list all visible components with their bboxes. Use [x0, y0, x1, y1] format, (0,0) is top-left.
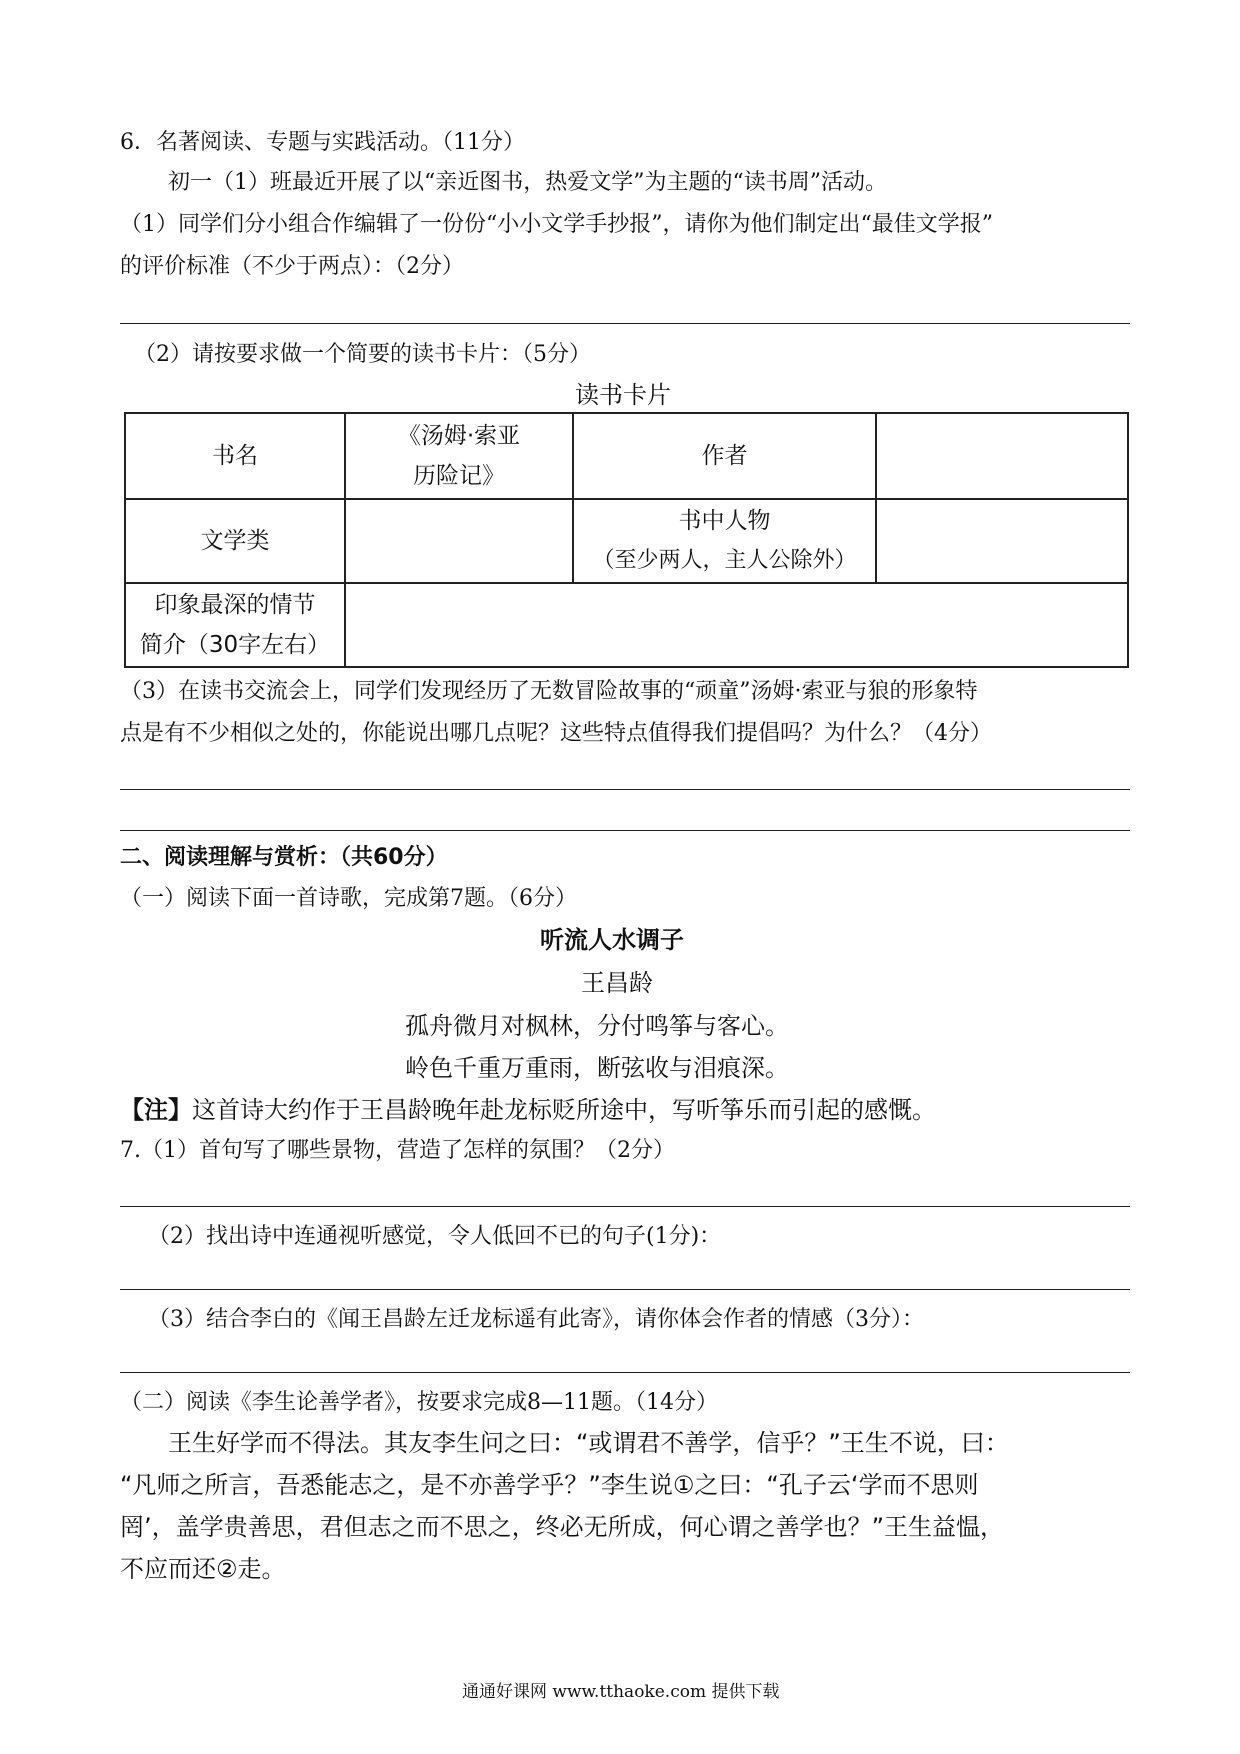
- plot-label-line1: 印象最深的情节: [154, 592, 316, 618]
- characters-label: [573, 499, 876, 583]
- author-label: 作者: [573, 413, 876, 499]
- book-name-label: 书名: [125, 413, 345, 499]
- q6-part1-line1: （1）同学们分小组合作编辑了一份份“小小文学手抄报”，请你为他们制定出“最佳文学报”: [120, 212, 993, 237]
- book-name-value: [345, 413, 573, 499]
- answer-line[interactable]: [120, 323, 1130, 324]
- q7-part2: （2）找出诗中连通视听感觉，令人低回不已的句子(1分)：: [148, 1224, 722, 1249]
- q6-part3-line2: 点是有不少相似之处的，你能说出哪几点呢？这些特点值得我们提倡吗？为什么？（4分）: [120, 721, 992, 746]
- poem-line-1: 孤舟微月对枫林，分付鸣筝与客心。: [405, 1012, 789, 1040]
- answer-line[interactable]: [120, 1372, 1130, 1373]
- passage-line-2: “凡师之所言，吾悉能志之，是不亦善学乎？”李生说①之曰：“孔子云‘学而不思则: [120, 1471, 979, 1499]
- poem-author: 王昌龄: [581, 969, 653, 997]
- book-name-value-line2: 历险记》: [413, 463, 505, 489]
- q6-intro: 初一（1）班最近开展了以“亲近图书，热爱文学”为主题的“读书周”活动。: [168, 170, 887, 195]
- answer-line[interactable]: [120, 1289, 1130, 1290]
- note-tag: 【注】: [120, 1096, 192, 1124]
- characters-label-line1: 书中人物: [678, 508, 771, 534]
- answer-line[interactable]: [120, 789, 1130, 790]
- answer-line[interactable]: [120, 1206, 1130, 1207]
- characters-answer-cell[interactable]: [876, 499, 1128, 583]
- poem-note: [120, 1095, 936, 1125]
- q6-part2: （2）请按要求做一个简要的读书卡片：（5分）: [134, 342, 591, 367]
- genre-label: 文学类: [125, 499, 345, 583]
- footer-source: 通通好课网 www.tthaoke.com 提供下载: [462, 1682, 780, 1702]
- q6-part3-line1: （3）在读书交流会上，同学们发现经历了无数冒险故事的“顽童”汤姆·索亚与狼的形象特: [120, 679, 978, 704]
- poem-title: 听流人水调子: [540, 926, 684, 954]
- q6-part1-line2: 的评价标准（不少于两点）：（2分）: [120, 254, 464, 279]
- part2-intro: （二）阅读《李生论善学者》，按要求完成8—11题。（14分）: [120, 1390, 718, 1415]
- poem-line-2: 岭色千重万重雨，断弦收与泪痕深。: [405, 1054, 789, 1082]
- characters-label-line2: （至少两人，主人公除外）: [592, 548, 857, 573]
- passage-line-3: 罔’，盖学贵善思，君但志之而不思之，终必无所成，何心谓之善学也？”王生益愠，: [120, 1513, 1005, 1541]
- passage-line-1: 王生好学而不得法。其友李生问之曰：“或谓君不善学，信乎？”王生不说，曰：: [168, 1429, 1009, 1457]
- answer-line[interactable]: [120, 830, 1130, 831]
- passage-line-4: 不应而还②走。: [120, 1555, 286, 1583]
- reading-card-table: [124, 412, 1129, 668]
- q7-part3: （3）结合李白的《闻王昌龄左迁龙标遥有此寄》，请你体会作者的情感（3分）：: [148, 1307, 924, 1332]
- genre-answer-cell[interactable]: [345, 499, 573, 583]
- book-name-value-line1: 《汤姆·索亚: [397, 423, 521, 449]
- section2-heading: 二、阅读理解与赏析：（共60分）: [120, 845, 448, 870]
- part1-intro: （一）阅读下面一首诗歌，完成第7题。（6分）: [120, 886, 577, 911]
- plot-label-line2: 简介（30字左右）: [139, 632, 331, 658]
- plot-label: [125, 583, 345, 667]
- note-text: 这首诗大约作于王昌龄晚年赴龙标贬所途中，写听筝乐而引起的感慨。: [192, 1096, 936, 1124]
- plot-answer-cell[interactable]: [345, 583, 1128, 667]
- q6-heading: 6．名著阅读、专题与实践活动。（11分）: [120, 130, 525, 155]
- q7-part1: 7.（1）首句写了哪些景物，营造了怎样的氛围？（2分）: [120, 1138, 675, 1163]
- reading-card-title: 读书卡片: [575, 381, 671, 409]
- author-answer-cell[interactable]: [876, 413, 1128, 499]
